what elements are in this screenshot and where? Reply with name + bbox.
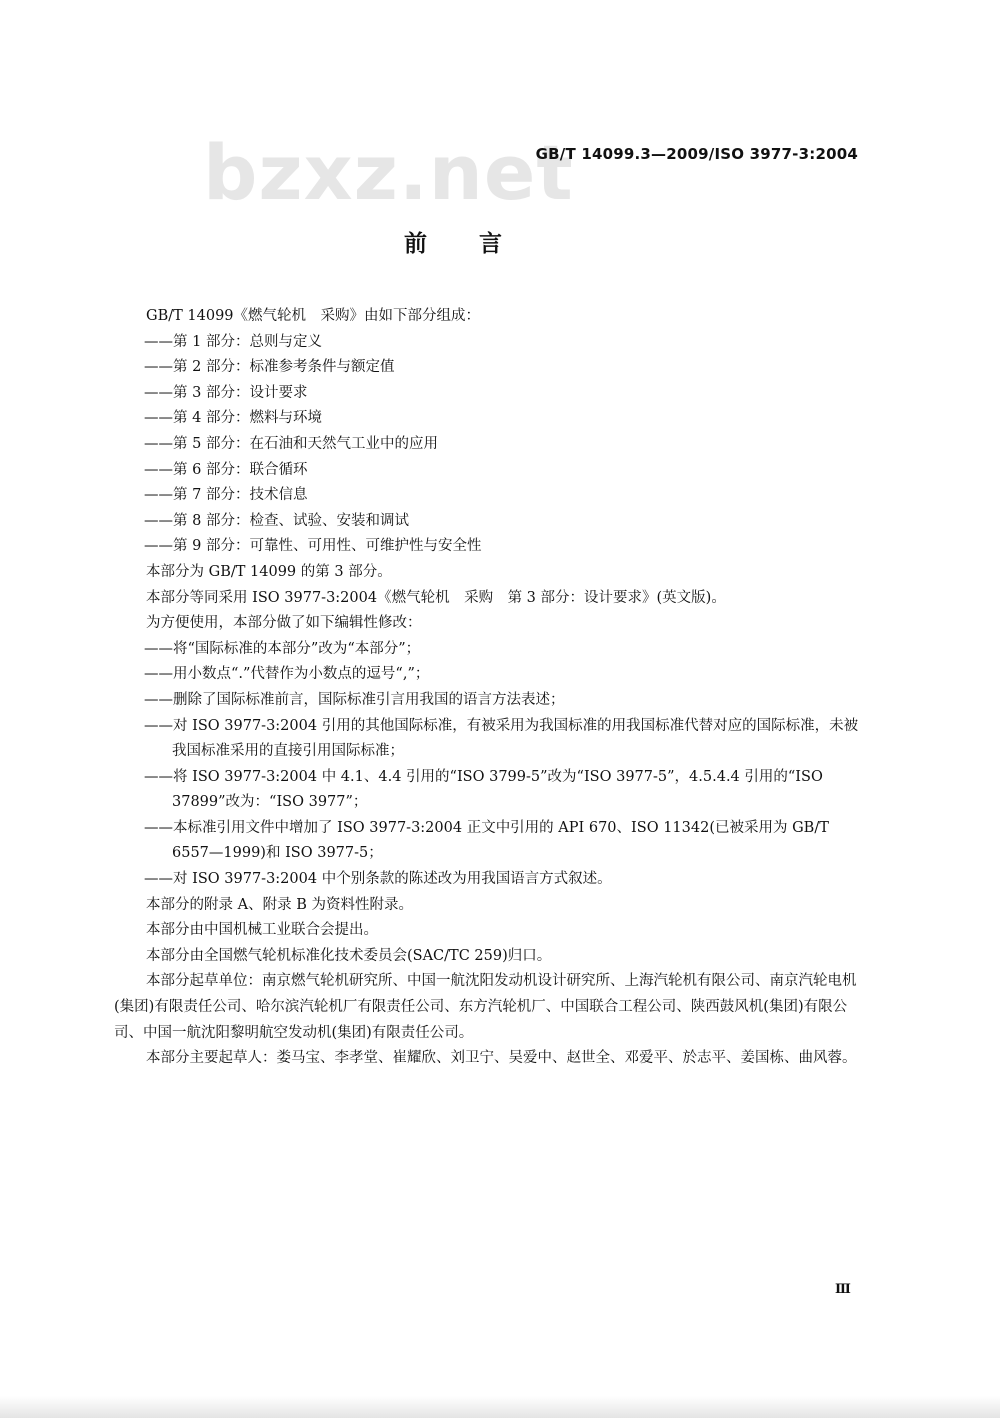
part-item: ——第 9 部分：可靠性、可用性、可维护性与安全性	[144, 538, 482, 555]
annex-line: 本部分的附录 A、附录 B 为资料性附录。	[146, 896, 413, 913]
edit-item: ——将“国际标准的本部分”改为“本部分”；	[144, 640, 421, 657]
proposed-by-line: 本部分由中国机械工业联合会提出。	[146, 922, 378, 939]
edit-item: ——对 ISO 3977-3:2004 中个别条款的陈述改为用我国语言方式叙述。	[144, 871, 612, 888]
standard-code: GB/T 14099.3—2009/ISO 3977-3:2004	[535, 145, 858, 163]
adoption-line: 本部分等同采用 ISO 3977-3:2004《燃气轮机 采购 第 3 部分：设计要求》(英文版)。	[146, 589, 726, 606]
part-item: ——第 6 部分：联合循环	[144, 461, 308, 478]
part-item: ——第 1 部分：总则与定义	[144, 333, 322, 350]
edit-item: ——删除了国际标准前言，国际标准引言用我国的语言方法表述；	[144, 691, 565, 708]
managed-by-line: 本部分由全国燃气轮机标准化技术委员会(SAC/TC 259)归口。	[146, 947, 552, 964]
this-part-line: 本部分为 GB/T 14099 的第 3 部分。	[146, 563, 392, 580]
intro-line: GB/T 14099《燃气轮机 采购》由如下部分组成：	[146, 308, 481, 324]
page-number: Ⅲ	[835, 1282, 851, 1297]
edit-item: ——对 ISO 3977-3:2004 引用的其他国际标准，有被采用为我国标准的用我国标准代替对应的国际标准，未被我国标准采用的直接引用国际标准；	[144, 717, 859, 760]
part-item: ——第 7 部分：技术信息	[144, 487, 308, 504]
part-item: ——第 3 部分：设计要求	[144, 384, 308, 401]
watermark: bzxz.net	[203, 128, 574, 217]
part-item: ——第 5 部分：在石油和天然气工业中的应用	[144, 435, 438, 452]
drafters-paragraph: 本部分主要起草人：娄马宝、李孝堂、崔耀欣、刘卫宁、吴爱中、赵世全、邓爱平、於志平、姜国栋、曲风蓉。	[146, 1050, 857, 1067]
edit-item: ——将 ISO 3977-3:2004 中 4.1、4.4 引用的“ISO 3799-5”改为“ISO 3977-5”，4.5.4.4 引用的“ISO 37899”改为：“ISO 3977”；	[144, 768, 823, 811]
edit-intro-line: 为方便使用，本部分做了如下编辑性修改：	[146, 615, 422, 632]
edit-item: ——本标准引用文件中增加了 ISO 3977-3:2004 正文中引用的 API 670、ISO 11342(已被采用为 GB/T 6557—1999)和 ISO 3977-5；	[144, 819, 829, 862]
edit-item: ——用小数点“.”代替作为小数点的逗号“,”；	[144, 666, 430, 683]
part-item: ——第 8 部分：检查、试验、安装和调试	[144, 512, 409, 529]
part-item: ——第 2 部分：标准参考条件与额定值	[144, 359, 395, 376]
foreword-body	[114, 304, 859, 1072]
page-title: 前言	[404, 231, 554, 257]
drafting-units-paragraph: 本部分起草单位：南京燃气轮机研究所、中国一航沈阳发动机设计研究所、上海汽轮机有限公司、南京汽轮电机(集团)有限责任公司、哈尔滨汽轮机厂有限责任公司、东方汽轮机厂、中国联合工程公司、陕西鼓风机(集团)有限公司、中国一航沈阳黎明航空发动机(集团)有限责任公司。	[114, 973, 857, 1041]
part-item: ——第 4 部分：燃料与环境	[144, 410, 322, 427]
page-edge	[0, 1396, 1000, 1418]
